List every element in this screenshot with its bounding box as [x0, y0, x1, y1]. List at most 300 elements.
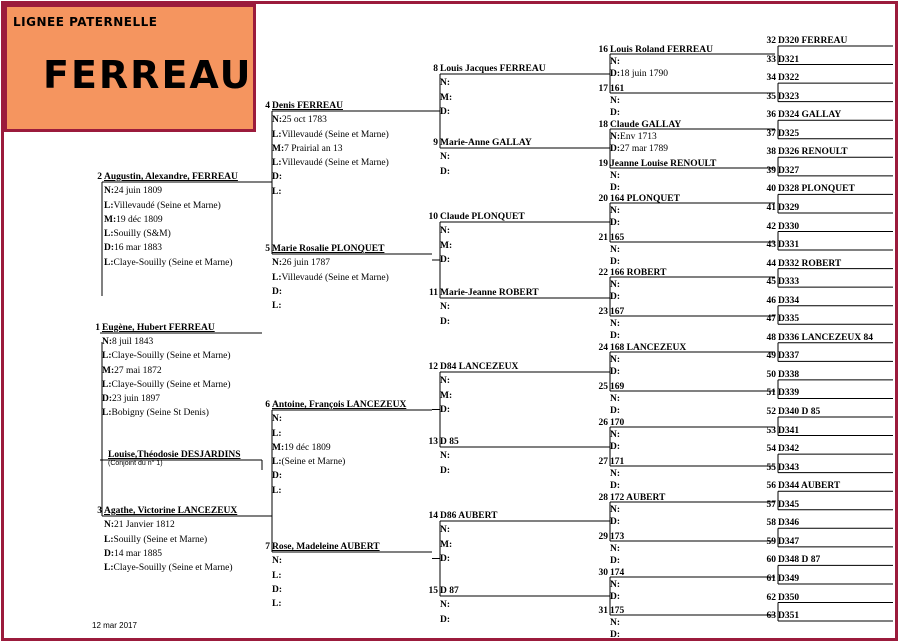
fact-label: M:: [440, 539, 453, 550]
person-fact: [102, 364, 230, 378]
sosa-number: 11: [429, 288, 438, 298]
person-name: D341: [778, 425, 800, 436]
person-fact: [610, 469, 624, 481]
person-fact: [610, 292, 666, 304]
person-name: Eugène, Hubert FERREAU: [102, 323, 215, 333]
fact-value: Villevaudé (Seine et Marne): [281, 158, 389, 169]
person-52: [766, 405, 821, 419]
person-25: [598, 380, 625, 417]
fact-label: N:: [610, 505, 621, 515]
print-date: 12 mar 2017: [92, 621, 137, 630]
person-19: [598, 157, 717, 194]
sosa-number: 21: [598, 233, 608, 243]
person-fact: [610, 144, 681, 156]
person-fact: [272, 256, 389, 270]
person-7: [265, 540, 380, 611]
person-name: D86 AUBERT: [440, 511, 498, 521]
sosa-number: 1: [95, 323, 100, 333]
person-58: [766, 516, 800, 530]
fact-label: N:: [610, 430, 621, 440]
fact-label: N:: [102, 337, 113, 348]
person-name: 161: [610, 84, 625, 94]
fact-label: N:: [610, 245, 621, 255]
person-name: Denis FERREAU: [272, 101, 343, 111]
fact-label: N:: [610, 618, 621, 628]
sosa-number: 8: [433, 64, 438, 74]
sosa-number: 53: [766, 425, 776, 436]
sosa-number: 46: [766, 295, 776, 306]
sosa-number: 43: [766, 240, 776, 251]
fact-label: D:: [610, 256, 621, 267]
fact-label: N:: [440, 525, 451, 535]
person-22: [598, 266, 667, 303]
sosa-number: 18: [598, 120, 608, 130]
fact-label: D:: [440, 316, 451, 327]
fact-value: 14 mar 1885: [114, 548, 163, 559]
sosa-number: 5: [265, 244, 270, 254]
person-fact: [610, 505, 665, 517]
person-name: D346: [778, 518, 800, 529]
person-name: 175: [610, 606, 625, 616]
fact-value: Claye-Souilly (Seine et Marne): [111, 351, 231, 362]
fact-label: L:: [102, 351, 112, 362]
sosa-number: 15: [428, 586, 438, 596]
fact-label: L:: [272, 485, 282, 496]
person-name: D327: [778, 165, 800, 176]
sosa-number: 62: [766, 592, 776, 603]
fact-value: 7 Prairial an 13: [284, 143, 343, 154]
person-fact: [440, 239, 525, 254]
person-fact: [104, 547, 237, 561]
person-fact: [610, 245, 624, 257]
fact-label: M:: [272, 442, 285, 453]
person-15: [428, 584, 459, 627]
sosa-number: 56: [766, 481, 776, 492]
person-fact: [610, 218, 680, 230]
person-fact: [104, 227, 238, 241]
person-name: Louis Roland FERREAU: [610, 45, 713, 55]
person-name: Marie-Jeanne ROBERT: [440, 288, 539, 298]
fact-value: Bobigny (Seine St Denis): [111, 408, 209, 419]
person-name: 171: [610, 457, 625, 467]
person-name: Marie Rosalie PLONQUET: [272, 244, 385, 254]
fact-value: 19 déc 1809: [284, 442, 331, 453]
sosa-number: 40: [766, 184, 776, 195]
person-name: D322: [778, 73, 800, 84]
person-fact: [440, 105, 546, 120]
person-name: 165: [610, 233, 625, 243]
fact-label: D:: [272, 172, 283, 183]
sosa-number: 36: [766, 110, 776, 121]
sosa-number: 22: [598, 268, 608, 278]
sosa-number: 30: [598, 568, 608, 578]
person-33: [766, 53, 800, 67]
person-name: D345: [778, 499, 800, 510]
person-fact: [610, 592, 624, 604]
sosa-number: 60: [766, 555, 776, 566]
person-fact: [104, 518, 237, 532]
fact-label: N:: [440, 376, 451, 386]
person-23: [598, 305, 625, 342]
person-name: D326 RENOULT: [778, 147, 848, 158]
person-name: 164 PLONQUET: [610, 194, 680, 204]
person-fact: [272, 185, 389, 199]
sosa-number: 39: [766, 165, 776, 176]
fact-value: 27 mar 1789: [620, 143, 669, 154]
person-fact: [440, 224, 525, 239]
fact-value: 19 déc 1809: [116, 214, 163, 225]
person-36: [766, 108, 842, 122]
person-name: 169: [610, 382, 625, 392]
sosa-number: 28: [598, 493, 608, 503]
person-fact: [610, 442, 624, 454]
fact-value: 16 mar 1883: [114, 243, 163, 254]
person-name: 173: [610, 532, 625, 542]
person-name: D333: [778, 277, 800, 288]
person-name: Marie-Anne GALLAY: [440, 138, 532, 148]
fact-label: D:: [610, 629, 621, 640]
fact-label: L:: [272, 186, 282, 197]
fact-value: Claye-Souilly (Seine et Marne): [111, 379, 231, 390]
person-name: D336 LANCEZEUX 84: [778, 332, 874, 343]
person-fact: [104, 533, 237, 547]
fact-label: N:: [610, 469, 621, 479]
sosa-number: 55: [766, 462, 776, 473]
fact-label: M:: [272, 143, 285, 154]
fact-label: L:: [272, 599, 282, 610]
fact-value: Souilly (Seine et Marne): [113, 534, 208, 545]
person-name: 172 AUBERT: [610, 493, 666, 503]
sosa-number: 10: [428, 212, 438, 222]
fact-label: D:: [440, 107, 451, 117]
fact-value: 21 Janvier 1812: [114, 520, 175, 531]
fact-label: D:: [104, 243, 115, 254]
sosa-number: 12: [428, 362, 438, 372]
sosa-number: 42: [766, 221, 776, 232]
person-name: Rose, Madeleine AUBERT: [272, 542, 380, 552]
fact-value: Env 1713: [620, 132, 657, 142]
sosa-number: 58: [766, 518, 776, 529]
person-12: [428, 360, 519, 418]
person-fact: [102, 406, 230, 420]
person-name: D 85: [440, 437, 459, 447]
person-9: [433, 136, 532, 179]
person-21: [598, 231, 625, 268]
fact-label: D:: [440, 554, 451, 564]
person-name: D332 ROBERT: [778, 258, 842, 269]
person-4: [265, 99, 389, 199]
fact-label: L:: [104, 229, 114, 240]
person-name: D334: [778, 295, 800, 306]
fact-label: D:: [610, 107, 621, 118]
person-1: [95, 321, 231, 420]
fact-label: N:: [610, 580, 621, 590]
person-fact: [610, 280, 666, 292]
person-62: [766, 591, 800, 605]
person-name: Louis Jacques FERREAU: [440, 64, 546, 74]
fact-label: N:: [610, 319, 621, 329]
person-fact: [272, 455, 406, 469]
fact-label: N:: [440, 152, 451, 162]
person-name: 170: [610, 418, 625, 428]
person-fact: [440, 538, 497, 553]
person-fact: [272, 412, 406, 426]
sosa-number: 38: [766, 147, 776, 158]
fact-label: D:: [610, 591, 621, 602]
fact-value: 8 juil 1843: [112, 337, 154, 348]
sosa-number: 48: [766, 332, 776, 343]
person-6: [265, 398, 407, 498]
fact-label: N:: [610, 206, 621, 216]
fact-label: D:: [610, 291, 621, 302]
fact-label: N:: [610, 280, 621, 290]
person-fact: [440, 300, 539, 315]
person-name: D 87: [440, 586, 459, 596]
person-2: [97, 170, 238, 270]
person-fact: [610, 394, 624, 406]
sosa-number: 37: [766, 128, 776, 139]
person-name: D350: [778, 592, 800, 603]
person-name: Augustin, Alexandre, FERREAU: [104, 172, 238, 182]
fact-value: 18 juin 1790: [620, 68, 669, 79]
sosa-number: 29: [598, 532, 608, 542]
person-fact: [440, 389, 518, 404]
person-name: D325: [778, 128, 800, 139]
fact-label: N:: [440, 226, 451, 236]
person-name: D330: [778, 221, 800, 232]
person-20: [598, 192, 680, 229]
person-name: D331: [778, 240, 800, 251]
person-37: [766, 127, 800, 141]
person-name: Antoine, François LANCEZEUX: [272, 400, 407, 410]
fact-label: L:: [272, 158, 282, 169]
person-fact: [610, 132, 681, 144]
person-27: [598, 455, 625, 492]
person-8: [433, 62, 546, 120]
fact-label: L:: [104, 563, 114, 574]
person-31: [598, 604, 625, 641]
fact-label: L:: [272, 457, 282, 468]
person-fact: [104, 256, 238, 270]
fact-label: L:: [104, 200, 114, 211]
fact-label: D:: [104, 548, 115, 559]
sosa-number: 3: [97, 506, 102, 516]
person-name: D324 GALLAY: [778, 110, 842, 121]
fact-label: L:: [102, 379, 112, 390]
person-fact: [610, 319, 624, 331]
fact-label: M:: [440, 390, 453, 401]
person-fact: [104, 213, 238, 227]
person-46: [766, 294, 800, 308]
sosa-number: 13: [428, 437, 438, 447]
person-name: D342: [778, 444, 800, 455]
fact-label: N:: [440, 78, 451, 88]
sosa-number: 44: [766, 258, 776, 269]
sosa-number: 47: [766, 314, 776, 325]
fact-value: 26 juin 1787: [282, 258, 331, 269]
sosa-number: 27: [598, 457, 608, 467]
person-name: D335: [778, 314, 800, 325]
person-57: [766, 498, 800, 512]
fact-label: D:: [440, 166, 451, 177]
fact-label: N:: [272, 258, 283, 269]
person-53: [766, 424, 800, 438]
fact-label: D:: [610, 516, 621, 527]
person-fact: [102, 378, 230, 392]
person-fact: [610, 517, 665, 529]
fact-label: D:: [272, 471, 283, 482]
sosa-number: 17: [598, 84, 608, 94]
family-name-title: FERREAU: [43, 53, 253, 97]
person-5: [265, 242, 389, 313]
person-fact: [104, 184, 238, 198]
person-26: [598, 416, 625, 453]
person-fact: [440, 523, 497, 538]
person-fact: [440, 552, 497, 567]
person-name: D338: [778, 369, 800, 380]
fact-label: D:: [272, 286, 283, 297]
person-name: D351: [778, 611, 800, 622]
lineage-subtitle: LIGNEE PATERNELLE: [13, 15, 158, 29]
sosa-number: 32: [766, 36, 776, 46]
person-fact: [610, 57, 713, 69]
person-fact: [104, 241, 238, 255]
fact-label: D:: [610, 68, 621, 79]
person-63: [766, 609, 800, 623]
person-fact: [272, 271, 389, 285]
fact-label: N:: [610, 132, 621, 142]
sosa-number: 35: [766, 91, 776, 102]
person-fact: [272, 554, 380, 568]
person-fact: [272, 128, 389, 142]
sosa-number: 20: [598, 194, 608, 204]
person-59: [766, 535, 800, 549]
person-fact: [440, 76, 546, 91]
sosa-number: 24: [598, 343, 608, 353]
sosa-number: 50: [766, 369, 776, 380]
person-name: D347: [778, 536, 800, 547]
fact-label: N:: [440, 600, 451, 610]
sosa-number: 16: [598, 45, 608, 55]
person-name: 168 LANCEZEUX: [610, 343, 687, 353]
fact-label: L:: [102, 408, 112, 419]
person-name: Jeanne Louise RENOULT: [610, 159, 717, 169]
person-fact: [102, 392, 230, 406]
person-fact: [610, 430, 624, 442]
person-name: Claude GALLAY: [610, 120, 682, 130]
person-50: [766, 368, 800, 382]
person-39: [766, 164, 800, 178]
sosa-number: 2: [97, 172, 102, 182]
person-fact: [610, 171, 716, 183]
fact-value: Villevaudé (Seine et Marne): [281, 129, 389, 140]
person-name: D320 FERREAU: [778, 36, 848, 46]
fact-label: M:: [102, 365, 115, 376]
fact-label: L:: [272, 428, 282, 439]
person-54: [766, 442, 800, 456]
fact-label: N:: [104, 186, 115, 197]
person-fact: [440, 91, 546, 106]
sosa-number: 51: [766, 388, 776, 399]
fact-value: (Seine et Marne): [281, 457, 346, 468]
sosa-number: 41: [766, 202, 776, 213]
person-fact: [272, 285, 389, 299]
fact-label: D:: [440, 465, 451, 476]
person-fact: [440, 598, 459, 613]
fact-label: D:: [610, 441, 621, 452]
fact-label: D:: [610, 366, 621, 377]
person-43: [766, 238, 800, 252]
fact-label: N:: [272, 414, 283, 425]
spouse-name: Louise,Théodosie DESJARDINS: [108, 450, 241, 460]
fact-value: 27 mai 1872: [114, 365, 162, 376]
fact-label: D:: [440, 405, 451, 415]
person-18: [598, 118, 682, 155]
person-name: D321: [778, 54, 800, 65]
person-fact: [102, 335, 230, 349]
fact-value: Souilly (S&M): [113, 229, 171, 240]
person-name: 174: [610, 568, 625, 578]
fact-label: D:: [610, 330, 621, 341]
person-name: Agathe, Victorine LANCEZEUX: [104, 506, 238, 516]
fact-label: N:: [272, 556, 283, 567]
person-fact: [272, 142, 389, 156]
fact-label: L:: [104, 534, 114, 545]
person-51: [766, 386, 800, 400]
person-name: D344 AUBERT: [778, 481, 841, 492]
person-35: [766, 90, 800, 104]
person-14: [428, 509, 498, 567]
person-16: [598, 43, 713, 80]
person-3: [97, 504, 238, 575]
fact-label: N:: [610, 355, 621, 365]
fact-value: 24 juin 1809: [114, 186, 163, 197]
fact-label: D:: [610, 555, 621, 566]
fact-label: D:: [440, 614, 451, 625]
fact-value: 25 oct 1783: [282, 115, 327, 126]
fact-label: M:: [440, 240, 453, 251]
fact-label: D:: [440, 255, 451, 265]
person-34: [766, 71, 800, 85]
sosa-number: 59: [766, 536, 776, 547]
person-fact: [610, 544, 624, 556]
fact-label: L:: [272, 301, 282, 312]
person-47: [766, 312, 800, 326]
person-name: 166 ROBERT: [610, 268, 667, 278]
fact-value: 23 juin 1897: [112, 394, 161, 405]
person-name: D84 LANCEZEUX: [440, 362, 519, 372]
person-fact: [610, 206, 680, 218]
fact-label: N:: [440, 302, 451, 312]
fact-label: D:: [610, 405, 621, 416]
person-56: [766, 479, 841, 493]
fact-label: D:: [610, 217, 621, 228]
person-name: D343: [778, 462, 800, 473]
sosa-number: 63: [766, 611, 776, 622]
spouse-entry: [108, 450, 241, 467]
person-fact: [272, 441, 406, 455]
person-name: D340 D 85: [778, 407, 821, 417]
fact-label: L:: [272, 570, 282, 581]
sosa-number: 26: [598, 418, 608, 428]
person-name: D323: [778, 91, 800, 102]
sosa-number: 45: [766, 277, 776, 288]
person-fact: [440, 374, 518, 389]
fact-label: L:: [272, 129, 282, 140]
person-13: [428, 435, 459, 478]
person-38: [766, 145, 848, 159]
fact-label: N:: [440, 451, 451, 461]
